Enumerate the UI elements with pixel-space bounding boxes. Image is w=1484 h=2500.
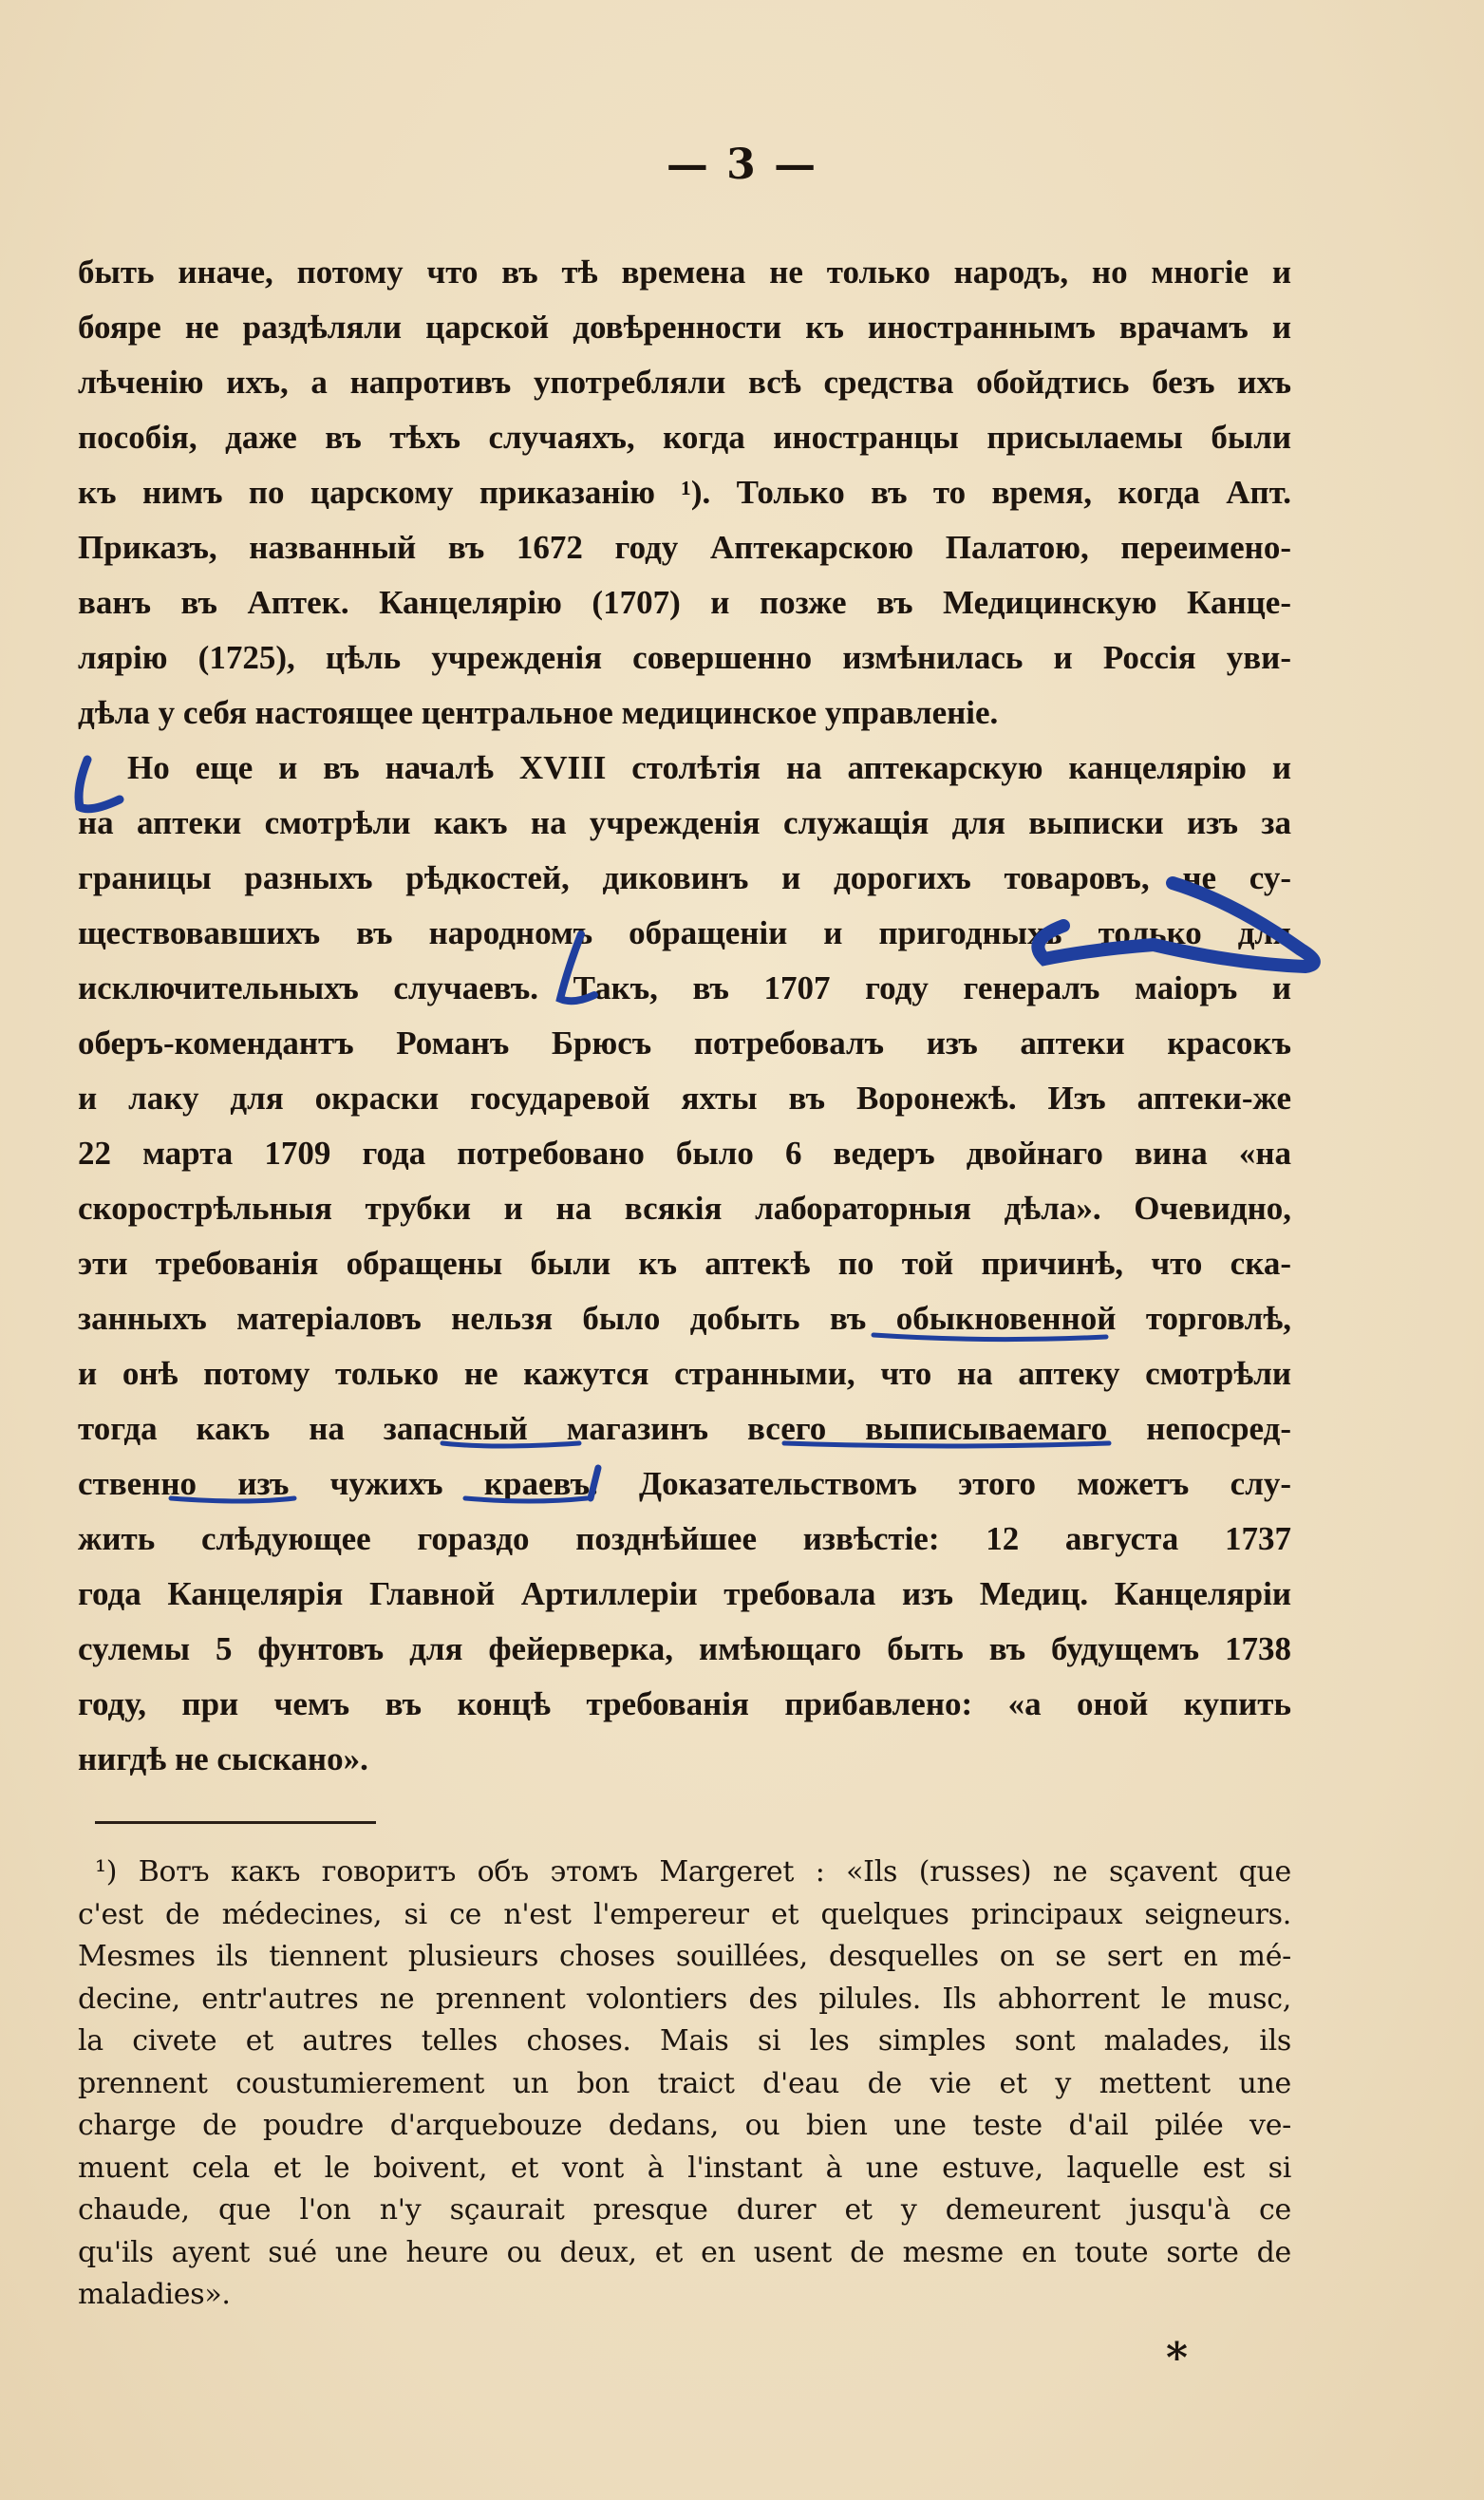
footnote-line: muent cela et le boivent, et vont à l'instant à une estuve, laquelle est si [78,2151,1291,2185]
text-line: году, при чемъ въ концѣ требованія прибавлено: «а оной купить [78,1685,1291,1722]
text-line: 22 марта 1709 года потребовано было 6 ведеръ двойнаго вина «на [78,1135,1291,1172]
footnote-divider [95,1821,376,1824]
text-line: оберъ-комендантъ Романъ Брюсъ потребовалъ изъ аптеки красокъ [78,1024,1291,1062]
text-line: и лаку для окраски государевой яхты въ Воронежѣ. Изъ аптеки-же [78,1080,1291,1117]
text-line: и онѣ потому только не кажутся странными, что на аптеку смотрѣли [78,1355,1291,1392]
page-number: — 3 — [666,141,818,189]
text-line: быть иначе, потому что въ тѣ времена не только народъ, но многіе и [78,254,1291,291]
text-line: скорострѣльныя трубки и на всякія лабораторныя дѣла». Очевидно, [78,1190,1291,1227]
main-text [78,245,1291,1787]
text-line: бояре не раздѣляли царской довѣренности къ иностраннымъ врачамъ и [78,309,1291,346]
text-line: сулемы 5 фунтовъ для фейерверка, имѣющаго быть въ будущемъ 1738 [78,1630,1291,1667]
footnote-line: charge de poudre d'arquebouze dedans, ou bien une teste d'ail pilée ve- [78,2109,1291,2142]
text-line: эти требованія обращены были къ аптекѣ по той причинѣ, что ска- [78,1245,1291,1282]
text-line: исключительныхъ случаевъ. Такъ, въ 1707 году генералъ маіоръ и [78,969,1291,1006]
footnote-line: chaude, que l'on n'y sçaurait presque durer et y demeurent jusqu'à ce [78,2193,1291,2227]
text-line: нигдѣ не сыскано». [78,1740,368,1777]
footnote-line: maladies». [78,2278,231,2311]
text-line: границы разныхъ рѣдкостей, диковинъ и дорогихъ товаровъ, не су- [78,859,1291,896]
text-line: лѣченію ихъ, а напротивъ употребляли всѣ средства обойдтись безъ ихъ [78,364,1291,401]
footnote-line: ¹) Вотъ какъ говоритъ объ этомъ Margeret : «Ils (russes) ne sçavent que [95,1855,1291,1889]
text-line: занныхъ матеріаловъ нельзя было добыть въ обыкновенной торговлѣ, [78,1300,1291,1337]
footnote-line: qu'ils ayent sué une heure ou deux, et en usent de mesme en toute sorte de [78,2235,1291,2269]
text-line: дѣла у себя настоящее центральное медицинское управленіе. [78,694,999,731]
text-line: жить слѣдующее гораздо позднѣйшее извѣстіе: 12 августа 1737 [78,1520,1291,1557]
footnote-line: c'est de médecines, si ce n'est l'empereur et quelques principaux seigneurs. [78,1897,1291,1931]
footnote-line: decine, entr'autres ne prennent volontiers des pilules. Ils abhorrent le musc, [78,1982,1291,2016]
footnote-line: la civete et autres telles choses. Mais si les simples sont malades, ils [78,2024,1291,2058]
footnotes [78,1852,1291,2317]
footnote-line: prennent coustumierement un bon traict d'eau de vie et y mettent une [78,2066,1291,2100]
text-line: пособія, даже въ тѣхъ случаяхъ, когда иностранцы присылаемы были [78,419,1291,456]
text-line: Приказъ, названный въ 1672 году Аптекарскою Палатою, переимено- [78,529,1291,566]
text-line: года Канцелярія Главной Артиллеріи требовала изъ Медиц. Канцеляріи [78,1575,1291,1612]
text-line: ственно изъ чужихъ краевъ. Доказательствомъ этого можетъ слу- [78,1465,1291,1502]
text-line: ванъ въ Аптек. Канцелярію (1707) и позже въ Медицинскую Канце- [78,584,1291,621]
paragraph-start-line: Но еще и въ началѣ XVIII столѣтія на аптекарскую канцелярію и [127,749,1291,786]
text-line: къ нимъ по царскому приказанію ¹). Только въ то время, когда Апт. [78,474,1291,511]
text-line: лярію (1725), цѣль учрежденія совершенно измѣнилась и Россія уви- [78,639,1291,676]
footnote-line: Mesmes ils tiennent plusieurs choses souillées, desquelles on se sert en mé- [78,1940,1291,1973]
text-line: на аптеки смотрѣли какъ на учрежденія служащія для выписки изъ за [78,804,1291,841]
text-line: ществовавшихъ въ народномъ обращеніи и пригодныхъ только для [78,914,1291,951]
signature-mark: * [1166,2334,1189,2382]
text-line: тогда какъ на запасный магазинъ всего выписываемаго непосред- [78,1410,1291,1447]
